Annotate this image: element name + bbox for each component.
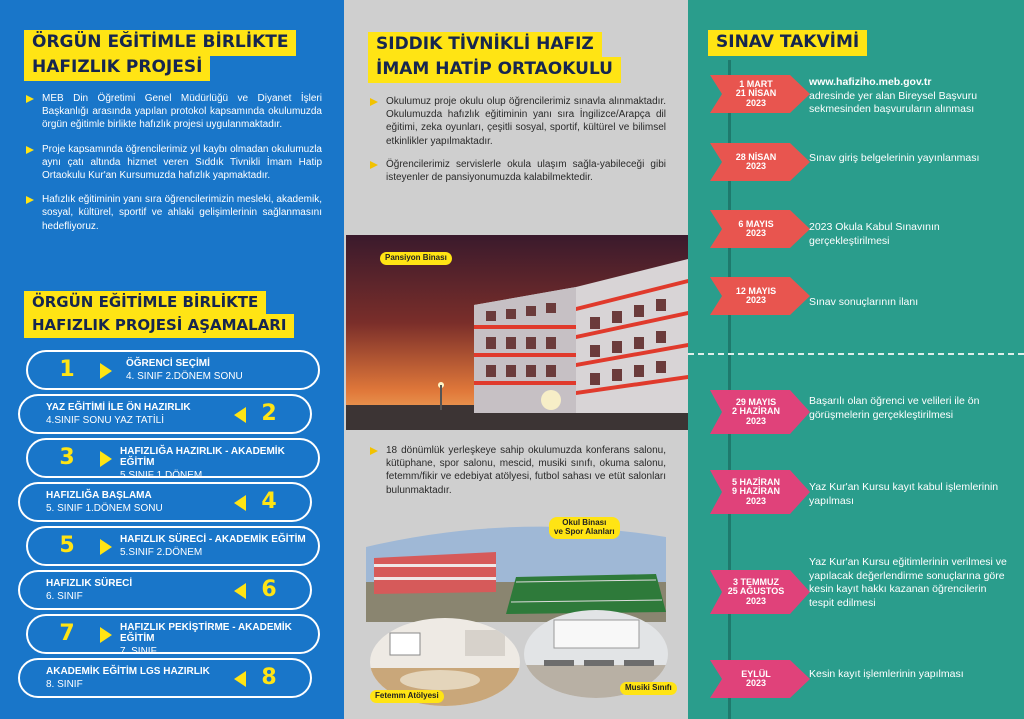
stage-8 (18, 658, 312, 698)
stages-title-line1: ÖRGÜN EĞİTİMLE BİRLİKTE (24, 291, 266, 315)
school-title-line1: SIDDIK TİVNİKLİ HAFIZ (368, 32, 602, 58)
bullet-arrow-icon (370, 161, 378, 169)
bullet-arrow-icon (26, 196, 34, 204)
stage-number: 3 (59, 445, 75, 470)
chevron-right-icon (100, 539, 112, 555)
dormitory-photo (346, 235, 688, 430)
stage-period: 7. SINIF (120, 646, 157, 657)
calendar-item-description: 2023 Okula Kabul Sınavının gerçekleştirilmesi (809, 221, 940, 247)
bullet-arrow-icon (26, 146, 34, 154)
date-badge: 5 HAZİRAN 9 HAZİRAN 2023 (710, 470, 810, 514)
date-badge: EYLÜL 2023 (710, 660, 810, 698)
stage-7 (26, 614, 320, 657)
school-bullet-list (370, 95, 666, 194)
stage-period: 8. SINIF (46, 679, 83, 690)
stage-number: 5 (59, 533, 75, 558)
school-building-photo (366, 522, 666, 622)
right-panel (688, 0, 1024, 719)
calendar-item-description: Kesin kayıt işlemlerinin yapılması (809, 668, 964, 680)
stage-title: HAFIZLIK SÜRECİ - AKADEMİK EĞİTİM (120, 534, 306, 545)
chevron-left-icon (234, 495, 246, 511)
school-bullet: Okulumuz proje okulu olup öğrencilerimiz sınavla alınmaktadır. Okulumuzda hafızlık eğitiminin yanı sıra İngilizce/Arapça dil eğitimi, zeka oyunları, çeşitli sosyal, sportif, kültürel ve bilimsel etkinlikler yapılmaktadır. (370, 95, 666, 148)
calendar-item-description: Yaz Kur'an Kursu eğitimlerinin verilmesi ve yapılacak değerlendirme sonuçlarına göre kesin kayıt hakkı kazanan öğrencilerin tespit edilmesi (809, 556, 1007, 609)
stage-title: HAFIZLIĞA BAŞLAMA (46, 490, 152, 501)
stage-1 (26, 350, 320, 390)
stage-title: YAZ EĞİTİMİ İLE ÖN HAZIRLIK (46, 402, 191, 413)
stage-title: HAFIZLIK PEKİŞTİRME - AKADEMİK EĞİTİM (120, 622, 292, 644)
date-badge: 3 TEMMUZ 25 AĞUSTOS 2023 (710, 570, 810, 614)
calendar-item-description: Başarılı olan öğrenci ve velileri ile ön görüşmelerin gerçekleştirilmesi (809, 395, 980, 421)
exam-calendar-title: SINAV TAKVİMİ (708, 30, 867, 56)
stage-title: HAFIZLIĞA HAZIRLIK - AKADEMİK EĞİTİM (120, 446, 285, 468)
dormitory-tag: Pansiyon Binası (380, 252, 452, 265)
school-title-line2: İMAM HATİP ORTAOKULU (368, 57, 621, 83)
stage-number: 7 (59, 621, 75, 646)
chevron-right-icon (100, 627, 112, 643)
left-panel (0, 0, 344, 719)
stage-number: 8 (261, 665, 277, 690)
project-bullet: Proje kapsamında öğrencilerimiz yıl kaybı olmadan okulumuzla aynı çatı altında hizmet veren Sıddık Tivnikli İmam Hatip Ortaokulu Kur'an Kursumuzda hafızlık yapmaktadır. (26, 143, 322, 183)
stage-title: HAFIZLIK SÜRECİ (46, 578, 133, 589)
chevron-right-icon (100, 363, 112, 379)
chevron-left-icon (234, 407, 246, 423)
date-badge: 12 MAYIS 2023 (710, 277, 810, 315)
stage-3 (26, 438, 320, 481)
calendar-item-description: Sınav sonuçlarının ilanı (809, 296, 919, 308)
chevron-left-icon (234, 583, 246, 599)
music-class-tag: Musiki Sınıfı (620, 682, 677, 695)
campus-bullet-list (370, 444, 666, 507)
bullet-arrow-icon (370, 447, 378, 455)
stage-number: 6 (261, 577, 277, 602)
campus-bullet: 18 dönümlük yerleşkeye sahip okulumuzda konferans salonu, kütüphane, spor salonu, mescid, musiki sınıfı, okuma salonu, fetemm/fikir ve edebiyat atölyesi, futbol sahası ve etüt salonları bulunmaktadır. (370, 444, 666, 497)
stage-number: 4 (261, 489, 277, 514)
project-title-line2: HAFIZLIK PROJESİ (24, 55, 210, 81)
date-badge: 28 NİSAN 2023 (710, 143, 810, 181)
stage-title: AKADEMİK EĞİTİM LGS HAZIRLIK (46, 666, 210, 677)
stages-title-line2: HAFIZLIK PROJESİ AŞAMALARI (24, 314, 294, 338)
school-building-tag: Okul Binası ve Spor Alanları (549, 517, 620, 539)
stage-period: 6. SINIF (46, 591, 83, 602)
stage-period: 5. SINIF 1.DÖNEM SONU (46, 503, 163, 514)
workshop-tag: Fetemm Atölyesi (370, 690, 444, 703)
bullet-arrow-icon (370, 98, 378, 106)
website-link[interactable]: www.hafiziho.meb.gov.tr (809, 76, 932, 88)
stage-4 (18, 482, 312, 522)
calendar-item-description: www.hafiziho.meb.gov.tr adresinde yer alan Bireysel Başvuru sekmesinden başvuruların alınması (809, 76, 978, 116)
date-badge: 6 MAYIS 2023 (710, 210, 810, 248)
stage-5 (26, 526, 320, 566)
stage-2 (18, 394, 312, 434)
stage-period: 4. SINIF 2.DÖNEM SONU (126, 371, 243, 382)
stage-period: 5.SINIF 1.DÖNEM (120, 470, 203, 481)
calendar-item-description: Yaz Kur'an Kursu kayıt kabul işlemlerinin yapılması (809, 481, 999, 507)
calendar-item-description: Sınav giriş belgelerinin yayınlanması (809, 152, 980, 164)
project-bullet: Hafızlık eğitiminin yanı sıra öğrencilerimizin mesleki, akademik, sosyal, kültürel, sportif ve ahlaki gelişimlerinin sağlanmasını hedefliyoruz. (26, 193, 322, 233)
stage-title: ÖĞRENCİ SEÇİMİ (126, 358, 210, 369)
stage-number: 2 (261, 401, 277, 426)
stage-period: 4.SINIF SONU YAZ TATİLİ (46, 415, 164, 426)
project-bullet: MEB Din Öğretimi Genel Müdürlüğü ve Diyanet İşleri Başkanlığı arasında yapılan protokol kapsamında okulumuzda örgün eğitimle birlikte hafızlık projesi uygulanmaktadır. (26, 92, 322, 132)
project-bullet-list (26, 92, 322, 244)
chevron-left-icon (234, 671, 246, 687)
stage-period: 5.SINIF 2.DÖNEM (120, 547, 203, 558)
stage-6 (18, 570, 312, 610)
school-bullet: Öğrencilerimiz servislerle okula ulaşım sağla-yabileceği gibi isteyenler de pansiyonumuzda kalabilmektedir. (370, 158, 666, 184)
section-divider (688, 353, 1024, 355)
middle-panel (344, 0, 688, 719)
bullet-arrow-icon (26, 95, 34, 103)
date-badge: 1 MART 21 NİSAN 2023 (710, 75, 810, 113)
project-title-line1: ÖRGÜN EĞİTİMLE BİRLİKTE (24, 30, 296, 56)
date-badge: 29 MAYIS 2 HAZİRAN 2023 (710, 390, 810, 434)
stage-number: 1 (59, 357, 75, 382)
chevron-right-icon (100, 451, 112, 467)
